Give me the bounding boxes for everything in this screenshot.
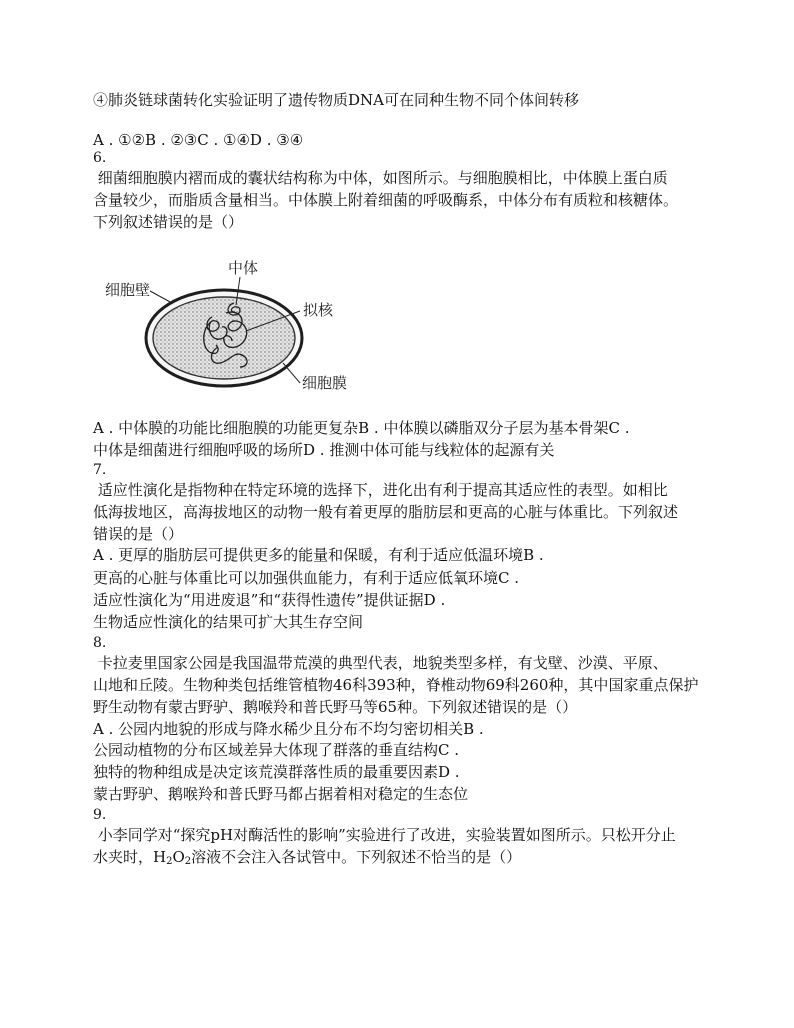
q9-stem-line: 小李同学对“探究pH对酶活性的影响”实验进行了改进，实验装置如图所示。只松开分止	[93, 826, 676, 844]
q9-subscript: 2	[184, 856, 192, 867]
q7-options-line: 更高的心脏与体重比可以加强供血能力，有利于适应低氧环境C .	[93, 569, 520, 587]
q5-statement-4: ④肺炎链球菌转化实验证明了遗传物质DNA可在同种生物不同个体间转移	[93, 91, 579, 109]
label-cell-membrane: 细胞膜	[302, 374, 348, 392]
q8-options-line: 蒙古野驴、鹅喉羚和普氏野马都占据着相对稳定的生态位	[93, 785, 469, 803]
q7-stem-line: 错误的是（）	[93, 525, 184, 543]
q7-options-line: 生物适应性演化的结果可扩大其生存空间	[93, 613, 364, 631]
label-mesosome: 中体	[228, 259, 259, 277]
q8-options-line: A . 公园内地貌的形成与降水稀少且分布不均匀密切相关B .	[93, 720, 484, 738]
q8-stem-line: 野生动物有蒙古野驴、鹅喉羚和普氏野马等65种。下列叙述错误的是（）	[93, 698, 578, 716]
q8-options-line: 独特的物种组成是决定该荒漠群落性质的最重要因素D .	[93, 763, 460, 781]
leader-line-cell-wall	[150, 291, 172, 303]
q8-options-line: 公园动植物的分布区域差异大体现了群落的垂直结构C .	[93, 741, 460, 759]
q6-stem-line: 含量较少，而脂质含量相当。中体膜上附着细菌的呼吸酶系，中体分布有质粒和核糖体。	[93, 191, 679, 209]
q9-subscript: 2	[166, 856, 173, 867]
q7-number: 7.	[93, 462, 107, 478]
q7-stem-line: 适应性演化是指物种在特定环境的选择下，进化出有利于提高其适应性的表型。如相比	[93, 481, 668, 499]
q6-options-line: A . 中体膜的功能比细胞膜的功能更复杂B . 中体膜以磷脂双分子层为基本骨架C .	[93, 419, 630, 437]
label-nucleoid: 拟核	[303, 301, 334, 319]
q7-options-line: A . 更厚的脂肪层可提供更多的能量和保暖，有利于适应低温环境B .	[93, 546, 544, 564]
q8-number: 8.	[93, 635, 107, 651]
q7-options-line: 适应性演化为“用进废退”和“获得性遗传”提供证据D .	[93, 591, 446, 609]
q6-stem-line: 下列叙述错误的是（）	[93, 213, 244, 231]
q9-stem-line-formula	[93, 846, 521, 868]
q6-number: 6.	[93, 150, 107, 166]
q6-options-line: 中体是细菌进行细胞呼吸的场所D . 推测中体可能与线粒体的起源有关	[93, 441, 555, 459]
q5-options: A . ①②B . ②③C . ①④D . ③④	[93, 131, 304, 149]
q7-stem-line: 低海拔地区，高海拔地区的动物一般有着更厚的脂肪层和更高的心脏与体重比。下列叙述	[93, 503, 679, 521]
q8-stem-line: 山地和丘陵。生物种类包括维管植物46科393种，脊椎动物69科260种，其中国家重点保护	[93, 676, 699, 694]
bacterium-mesosome-diagram	[100, 255, 360, 400]
q9-number: 9.	[93, 807, 107, 823]
q9-text-before: 水夹时，H	[93, 848, 167, 866]
label-cell-wall: 细胞壁	[105, 281, 151, 299]
q8-stem-line: 卡拉麦里国家公园是我国温带荒漠的典型代表，地貌类型多样，有戈壁、沙漠、平原、	[93, 654, 668, 672]
q9-text-middle: O	[172, 848, 185, 866]
q6-stem-line: 细菌细胞膜内褶而成的囊状结构称为中体，如图所示。与细胞膜相比，中体膜上蛋白质	[93, 169, 668, 187]
q9-text-after: 溶液不会注入各试管中。下列叙述不恰当的是（）	[191, 848, 522, 866]
leader-line-cell-membrane	[283, 363, 300, 383]
